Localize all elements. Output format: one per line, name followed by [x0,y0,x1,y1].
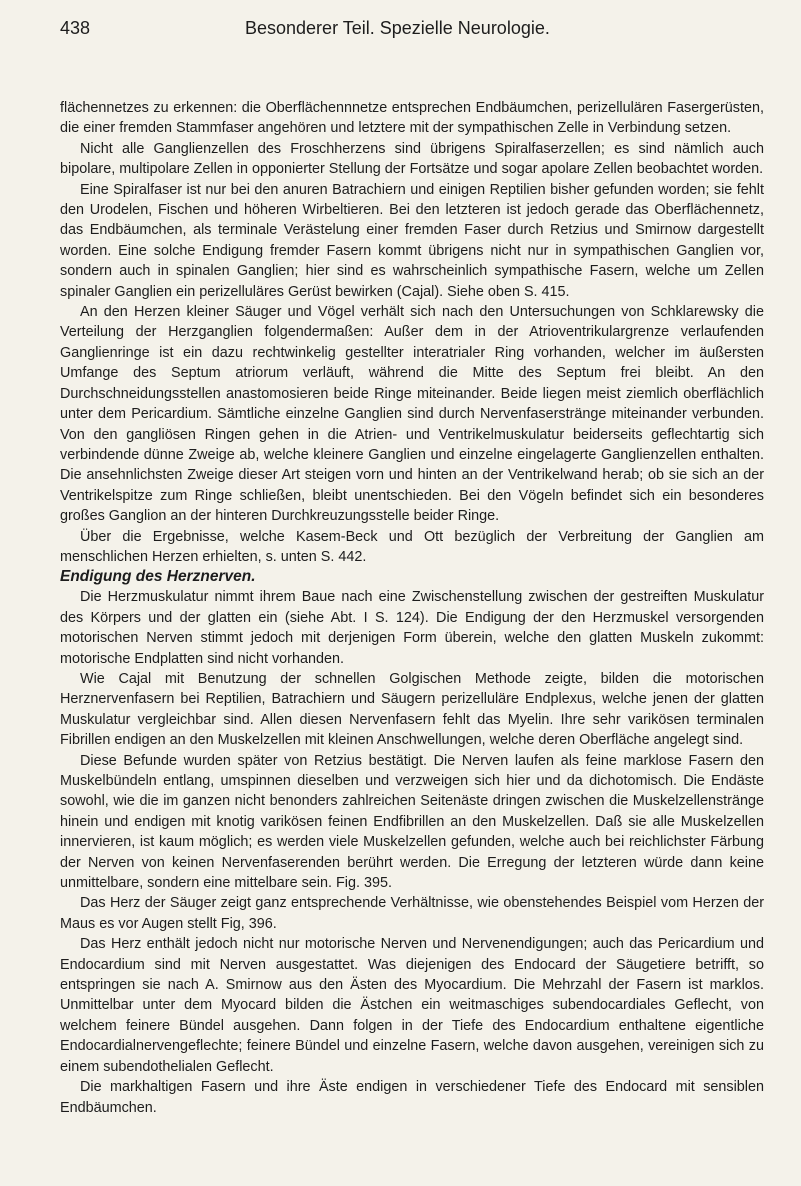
paragraph: An den Herzen kleiner Säuger und Vögel verhält sich nach den Untersuchungen von Schklarewsky die Verteilung der Herzganglien folgendermaßen: Außer dem in der Atrioventrikulargrenze verlaufenden Ganglienringe ist ein dazu rechtwinkelig gestellter interatrialer Ring vorhanden, welcher im äußersten Umfange des Septum atriorum verläuft, während die Mitte des Septum frei bleibt. An den Durchschneidungsstellen anastomosieren beide Ringe miteinander. Beide liegen meist ziemlich oberflächlich unter dem Pericardium. Sämtliche einzelne Ganglien sind durch Nervenfaserstränge miteinander verbunden. Von den gangliösen Ringen gehen in die Atrien- und Ventrikelmuskulatur beiderseits geflechtartig sich verbindende dünne Zweige ab, welche kleinere Ganglien und einzelne eingelagerte Ganglienzellen enthalten. Die ansehnlichsten Zweige dieser Art steigen vorn und hinten an der Ventrikelwand herab; ob sie sich an der Ventrikelspitze zum Ringe schließen, bleibt unentschieden. Bei den Vögeln befindet sich ein besonderes großes Ganglion an der hinteren Durchkreuzungsstelle beider Ringe. [60,304,764,525]
running-head: Besonderer Teil. Spezielle Neurologie. [245,18,550,38]
paragraph: Wie Cajal mit Benutzung der schnellen Golgischen Methode zeigte, bilden die motorischen Herznervenfasern bei Reptilien, Batrachiern und Säugern perizelluläre Endplexus, welche jenen der glatten Muskulatur vergleichbar sind. Allen diesen Nervenfasern fehlt das Myelin. Ihre sehr varikösen terminalen Fibrillen endigen an den Muskelzellen mit kleinen Anschwellungen, welche deren Oberfläche angelegt sind. [60,670,764,749]
page-number: 438 [60,18,91,38]
paragraph: Das Herz der Säuger zeigt ganz entsprechende Verhältnisse, wie obenstehendes Beispiel vom Herzen der Maus es vor Augen stellt Fig, 396. [60,895,764,932]
section-heading: Endigung des Herznerven. [60,568,256,586]
paragraph: Über die Ergebnisse, welche Kasem-Beck und Ott bezüglich der Verbreitung der Ganglien am menschlichen Herzen erhielten, s. unten S. 442. [60,528,764,565]
paragraph: Das Herz enthält jedoch nicht nur motorische Nerven und Nervenendigungen; auch das Pericardium und Endocardium sind mit Nerven ausgestattet. Was diejenigen des Endocard der Säugetiere betrifft, so entspringen sie nach A. Smirnow aus den Ästen des Myocardium. Die Mehrzahl der Fasern ist marklos. Unmittelbar unter dem Myocard bilden die Ästchen ein weitmaschiges subendocardiales Geflecht, von welchem feinere Bündel ausgehen. Dann folgen in der Tiefe des Endocardium enthaltene eigentliche Endocardialnervengeflechte; feinere Bündel und einzelne Fasern, welche davon ausgehen, vereinigen sich zu einem subendothelialen Geflecht. [60,936,764,1075]
body-text [60,98,764,1118]
paragraph: Nicht alle Ganglienzellen des Froschherzens sind übrigens Spiralfaserzellen; es sind nämlich auch bipolare, multipolare Zellen in opponierter Stellung der Fortsätze und sogar apolare Zellen beobachtet worden. [60,140,764,178]
paragraph: Diese Befunde wurden später von Retzius bestätigt. Die Nerven laufen als feine marklose Fasern den Muskelbündeln entlang, umspinnen dieselben und verzweigen sich hier und da dichotomisch. Die Endäste sowohl, wie die im ganzen nicht benonders zahlreichen Seitenäste dringen zwischen die Muskelzellenstränge hinein und endigen mit knotig varikösen feinen Endfibrillen an den Muskelzellen. Daß sie alle Muskelzellen innervieren, ist kaum möglich; es werden viele Muskelzellen gefunden, welche auch bei reichlichster Färbung der Nerven von keinen Nervenfaserenden berührt werden. Die Erregung der letzteren würde dann keine unmittelbare, sondern eine mittelbare sein. Fig. 395. [60,752,764,892]
paragraph: flächennetzes zu erkennen: die Oberflächennnetze entsprechen Endbäumchen, perizellulären Fasergerüsten, die einer fremden Stammfaser angehören und letztere mit der sympathischen Zelle in Verbindung setzen. [60,100,764,137]
paragraph: Die Herzmuskulatur nimmt ihrem Baue nach eine Zwischenstellung zwischen der gestreiften Muskulatur des Körpers und der glatten ein (siehe Abt. I S. 124). Die Endigung der den Herzmuskel versorgenden motorischen Nerven stimmt jedoch mit derjenigen Form überein, welche den glatten Muskeln zukommt: motorische Endplatten sind nicht vorhanden. [60,589,764,667]
paragraph: Die markhaltigen Fasern und ihre Äste endigen in verschiedener Tiefe des Endocard mit sensiblen Endbäumchen. [60,1079,764,1116]
paragraph: Eine Spiralfaser ist nur bei den anuren Batrachiern und einigen Reptilien bisher gefunden worden; sie fehlt den Urodelen, Fischen und höheren Wirbeltieren. Bei den letzteren ist jedoch gerade das Oberflächennetz, das Endbäumchen, als terminale Verästelung einer fremden Faser durch Retzius und Smirnow dargestellt worden. Eine solche Endigung fremder Fasern kommt übrigens nicht nur in sympathischen Ganglien vor, sondern auch in spinalen Ganglien; hier sind es wahrscheinlich sympathische Fasern, welche um Zellen spinaler Ganglien ein perizelluläres Gerüst bewirken (Cajal). Siehe oben S. 415. [60,181,764,300]
page-header [60,18,764,44]
